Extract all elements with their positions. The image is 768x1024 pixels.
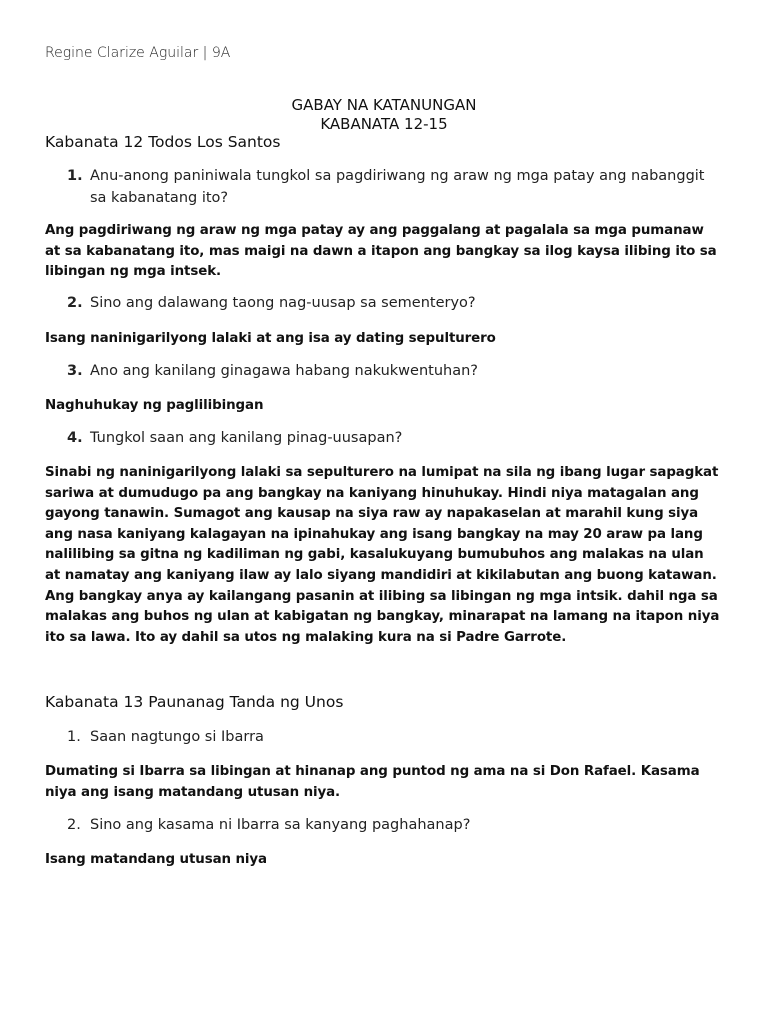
answer-text: Dumating si Ibarra sa libingan at hinanap ang puntod ng ama na si Don Rafael. Kasama niya ang isang matandang utusan niya.	[45, 764, 700, 800]
question-number: 3.	[67, 363, 83, 379]
question-item	[67, 292, 708, 314]
chapter-12-heading: Kabanata 12 Todos Los Santos	[45, 133, 281, 151]
question-item	[67, 814, 708, 836]
answer-text: Naghuhukay ng paglilibingan	[45, 398, 264, 413]
question-number: 4.	[67, 430, 83, 446]
chapter-13-heading: Kabanata 13 Paunanag Tanda ng Unos	[45, 693, 344, 711]
question-number: 1.	[67, 168, 83, 184]
question-text: Saan nagtungo si Ibarra	[90, 729, 264, 745]
answer-text: Ang pagdiriwang ng araw ng mga patay ay ang paggalang at pagalala sa mga pumanaw at sa kabanatang ito, mas maigi na dawn a itapon ang bangkay sa ilog kaysa ilibing ito sa libingan ng mga intsek.	[45, 223, 717, 280]
answer-text: Sinabi ng naninigarilyong lalaki sa sepulturero na lumipat na sila ng ibang lugar sapagkat sariwa at dumudugo pa ang bangkay na kaniyang hinuhukay. Hindi niya matagalan ang gayong tanawin. Sumagot ang kausap na siya raw ay napakaselan at marahil kung siya ang nasa kaniyang kalagayan na ipinahukay ang isang bangkay na may 20 araw pa lang nalilibing sa gitna ng kadiliman ng gabi, kasalukuyang bumubuhos ang malakas na ulan at namatay ang kaniyang ilaw ay lalo siyang mandidiri at kikilabutan ang buong katawan. Ang bangkay anya ay kailangang pasanin at ilibing sa libingan ng mga intsik. dahil nga sa malakas ang buhos ng ulan at kabigatan ng bangkay, minarapat na lamang na itapon niya ito sa lawa. Ito ay dahil sa utos ng malaking kura na si Padre Garrote.	[45, 465, 720, 645]
author-line: Regine Clarize Aguilar | 9A	[45, 45, 231, 61]
question-number: 1.	[67, 729, 81, 745]
document-title: GABAY NA KATANUNGAN	[291, 96, 477, 114]
question-item	[67, 360, 708, 382]
question-item	[67, 165, 708, 209]
question-text: Sino ang kasama ni Ibarra sa kanyang paghahanap?	[90, 817, 471, 833]
question-item	[67, 427, 708, 449]
question-number: 2.	[67, 817, 81, 833]
question-text: Tungkol saan ang kanilang pinag-uusapan?	[90, 430, 403, 446]
question-number: 2.	[67, 295, 83, 311]
document-subtitle: KABANATA 12-15	[320, 115, 448, 133]
question-text: Sino ang dalawang taong nag-uusap sa sementeryo?	[90, 295, 476, 311]
question-item	[67, 726, 708, 748]
question-text: Ano ang kanilang ginagawa habang nakukwentuhan?	[90, 363, 478, 379]
answer-text: Isang matandang utusan niya	[45, 852, 267, 867]
answer-text: Isang naninigarilyong lalaki at ang isa ay dating sepulturero	[45, 331, 496, 346]
question-text: Anu-anong paniniwala tungkol sa pagdiriwang ng araw ng mga patay ang nabanggit sa kabanatang ito?	[90, 168, 705, 206]
